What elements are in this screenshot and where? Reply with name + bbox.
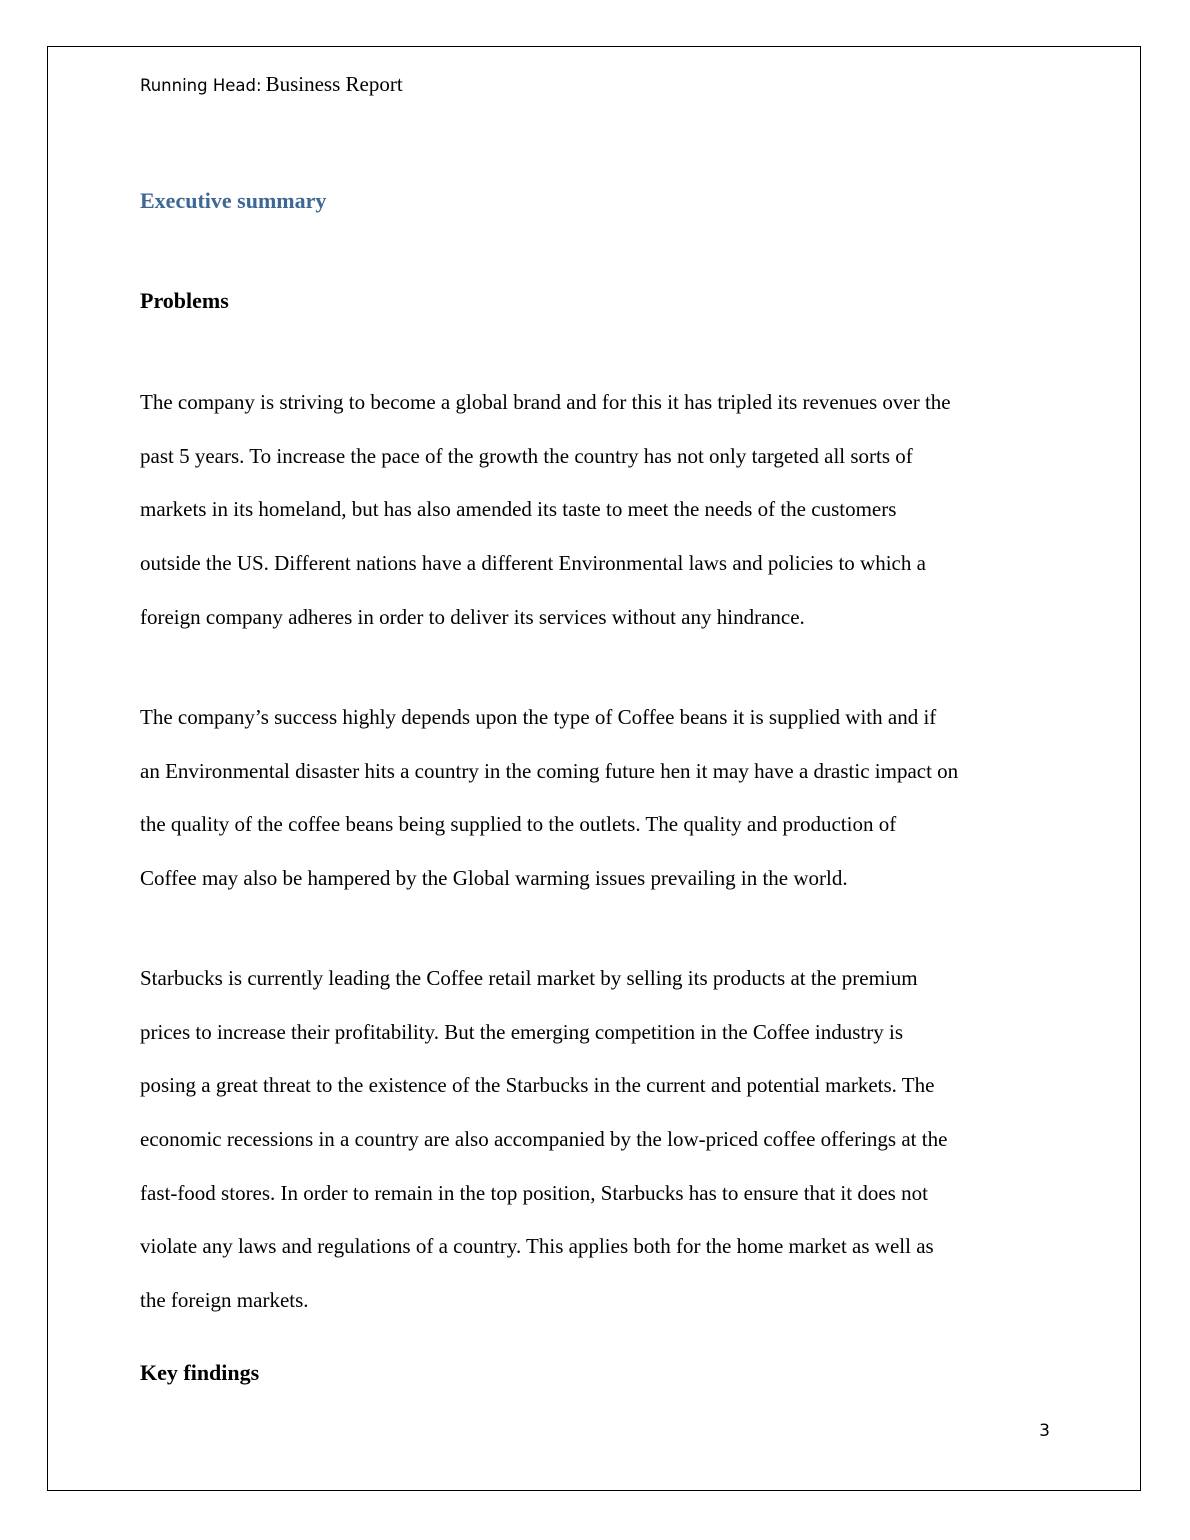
paragraph-line: an Environmental disaster hits a country in the coming future hen it may have a drastic impact on xyxy=(140,758,959,783)
paragraph-line: foreign company adheres in order to deliver its services without any hindrance. xyxy=(140,604,805,629)
running-head-label: Running Head: xyxy=(140,76,262,95)
paragraph-line: the quality of the coffee beans being supplied to the outlets. The quality and production of xyxy=(140,812,897,837)
paragraph-line: prices to increase their profitability. But the emerging competition in the Coffee industry is xyxy=(140,1019,904,1044)
running-head xyxy=(140,70,403,101)
key-findings-heading: Key findings xyxy=(140,1360,260,1385)
problems-paragraph-1 xyxy=(140,387,1070,655)
problems-heading: Problems xyxy=(140,288,229,313)
paragraph-line: economic recessions in a country are also accompanied by the low-priced coffee offerings at the xyxy=(140,1127,948,1152)
paragraph-line: past 5 years. To increase the pace of the growth the country has not only targeted all sorts of xyxy=(140,443,913,468)
paragraph-line: The company’s success highly depends upon the type of Coffee beans it is supplied with and if xyxy=(140,705,937,729)
paragraph-line: Starbucks is currently leading the Coffee retail market by selling its products at the premium xyxy=(140,966,918,990)
page-number: 3 xyxy=(1039,1421,1050,1441)
paragraph-line: violate any laws and regulations of a country. This applies both for the home market as well as xyxy=(140,1234,934,1259)
problems-paragraph-2 xyxy=(140,702,1070,917)
section-title: Executive summary xyxy=(140,188,327,213)
paragraph-line: posing a great threat to the existence of the Starbucks in the current and potential markets. The xyxy=(140,1073,935,1098)
paragraph-line: markets in its homeland, but has also amended its taste to meet the needs of the customers xyxy=(140,497,897,522)
paragraph-line: The company is striving to become a global brand and for this it has tripled its revenues over the xyxy=(140,390,951,414)
paragraph-line: the foreign markets. xyxy=(140,1288,309,1313)
paragraph-line: outside the US. Different nations have a different Environmental laws and policies to which a xyxy=(140,551,926,576)
paragraph-line: Coffee may also be hampered by the Global warming issues prevailing in the world. xyxy=(140,866,848,891)
running-head-title: Business Report xyxy=(265,72,403,96)
problems-paragraph-3 xyxy=(140,963,1070,1339)
paragraph-line: fast-food stores. In order to remain in the top position, Starbucks has to ensure that it does not xyxy=(140,1180,928,1205)
